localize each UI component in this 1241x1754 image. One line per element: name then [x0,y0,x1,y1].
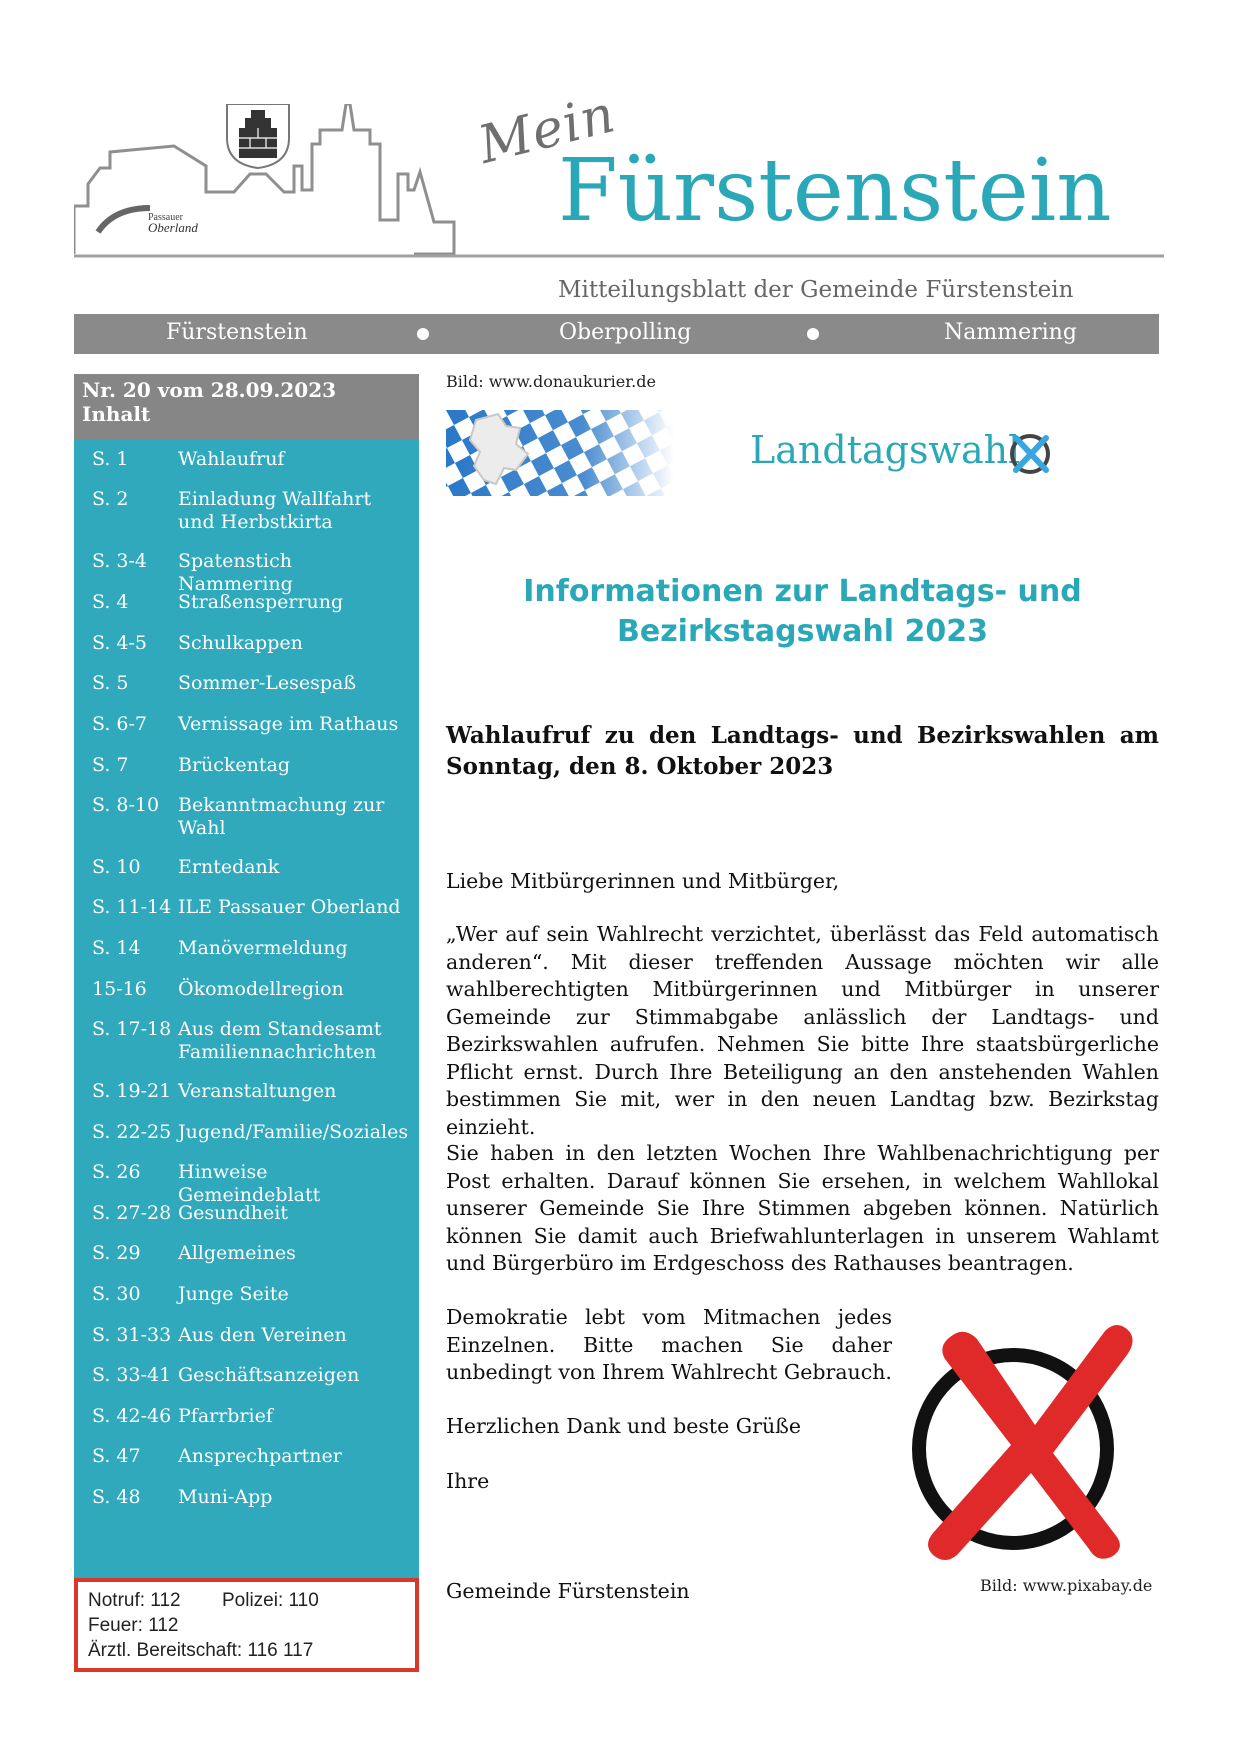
emergency-arzt: Ärztl. Bereitschaft: 116 117 [88,1640,314,1661]
paragraph-2: Sie haben in den letzten Wochen Ihre Wahlbenachrichtigung per Post erhalten. Darauf können Sie ersehen, in welchem Wahllokal unserer Gemeinde Sie Ihre Stimmen abgeben können. Natürlich können Sie damit auch Briefwahlunterlagen in unserem Wahlamt und Bürgerbüro im Erdgeschoss des Rathauses beantragen. [446,1141,1159,1275]
svg-text:Oberland: Oberland [148,220,198,235]
locality-oberpolling: Oberpolling [559,320,692,345]
locality-nammering: Nammering [944,320,1077,345]
issue-number: Nr. 20 vom 28.09.2023 [82,378,337,402]
issue-header [74,374,419,440]
ballot-cross-icon [1006,430,1054,478]
page-title: Fürstenstein [558,141,1112,241]
locality-fuerstenstein: Fürstenstein [166,320,308,345]
mein-script: Mein [472,84,622,176]
paragraph-3: Demokratie lebt vom Mitmachen jedes Einzelnen. Bitte machen Sie daher unbedingt von Ihrem Wahlrecht Gebrauch. [446,1305,892,1384]
coat-of-arms-icon [227,104,289,168]
closing-ihre: Ihre [446,1469,490,1493]
salutation: Liebe Mitbürgerinnen und Mitbürger, [446,869,840,893]
emergency-notruf: Notruf: 112 [88,1590,181,1611]
bullet-icon [807,328,819,340]
signature: Gemeinde Fürstenstein [446,1579,690,1603]
emergency-polizei: Polizei: 110 [222,1590,319,1611]
bavaria-flag-image [446,410,674,496]
emergency-feuer: Feuer: 112 [88,1615,179,1636]
contents-label: Inhalt [82,402,151,426]
locality-bar [74,314,1159,354]
passauer-oberland-badge [98,208,198,235]
closing-line: Herzlichen Dank und beste Grüße [446,1414,801,1438]
emergency-numbers [74,1578,419,1672]
image-credit-top: Bild: www.donaukurier.de [446,372,656,391]
landtagswahl-logo-text: Landtagswahl [750,428,1021,472]
election-call-title: Wahlaufruf zu den Landtags- und Bezirkswahlen am Sonntag, den 8. Oktober 2023 [446,722,1159,780]
article-headline: Informationen zur Landtags- und Bezirkstagswahl 2023 [523,574,1082,649]
svg-text:Passauer: Passauer [148,212,183,223]
page-subtitle: Mitteilungsblatt der Gemeinde Fürstenstein [558,277,1074,303]
paragraph-1: „Wer auf sein Wahlrecht verzichtet, überlässt das Feld automatisch anderen“. Mit dieser treffenden Aussage möchten wir alle wahlberechtigten Mitbürgerinnen und Mitbürger in unserer Gemeinde zur Stimmabgabe anlässlich der Landtags- und Bezirkswahlen aufrufen. Nehmen Sie bitte Ihre staatsbürgerliche Pflicht ernst. Durch Ihre Beteiligung an den anstehenden Wahlen bestimmen Sie mit, wer in den neuen Landtag bzw. Bezirkstag einzieht. [446,922,1159,1139]
table-of-contents: S. 1 Wahlaufruf S. 2 Einladung Wallfahrt und Herbstkirta S. 3-4 Spatenstich Nammering S. 4 Straßensperrung S. 4-5 Schulkappen S. 5 Sommer-Lesespaß S. 6-7 Vernissage im Rathaus S. 7 Brückentag S. 8-10 Bekanntmachung zur Wahl S. 10 Erntedank S. 11-14 ILE Passauer Oberland S. 14 Manövermeldung 15-16 Ökomodellregion S. 17-18 Aus dem Standesamt Familiennachrichten S. 19-21 Veranstaltungen S. 22-25 Jugend/Familie/Soziales S. 26 Hinweise Gemeindeblatt S. 27-28 Gesundheit S. 29 Allgemeines S. 30 Junge Seite S. 31-33 Aus den Vereinen S. 33-41 Geschäftsanzeigen S. 42-46 Pfarrbrief S. 47 Ansprechpartner S. 48 Muni-App [74,440,419,1578]
image-credit-bottom: Bild: www.pixabay.de [980,1576,1153,1595]
bullet-icon [417,328,429,340]
voting-cross-image [905,1305,1165,1565]
